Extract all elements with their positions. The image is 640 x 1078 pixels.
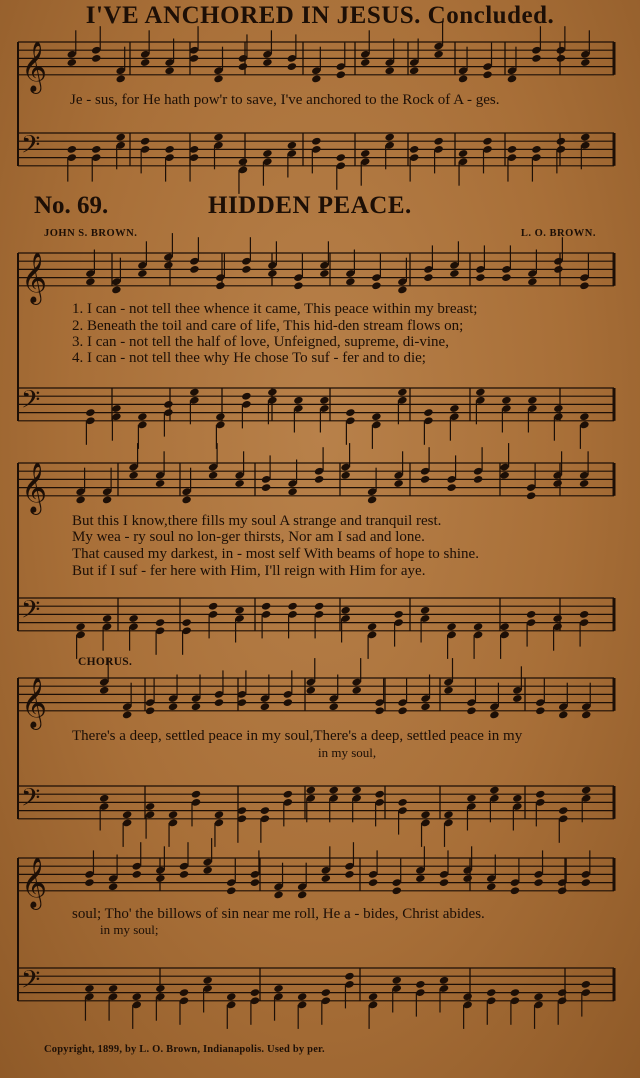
verse-4-line-1: 4. I can - not tell thee why He chose To suf - fer and to die; <box>72 350 426 366</box>
chorus-label: CHORUS. <box>78 656 133 668</box>
verse-4-line-2: But if I suf - fer here with Him, I'll reign with Him for aye. <box>72 563 426 579</box>
svg-text:𝄞: 𝄞 <box>21 251 48 303</box>
hymn-composer: L. O. BROWN. <box>520 228 596 239</box>
verse-2-line-1: 2. Beneath the toil and care of life, This hid-den stream flows on; <box>72 318 464 334</box>
bass-staff-4 <box>18 966 614 1001</box>
verse-1-line-2: But this I know,there fills my soul A strange and tranquil rest. <box>72 513 442 529</box>
treble-staff-0 <box>18 41 614 94</box>
copyright-notice: Copyright, 1899, by L. O. Brown, Indianapolis. Used by per. <box>44 1044 325 1055</box>
svg-text:𝄢: 𝄢 <box>21 130 41 166</box>
verse-3-line-2: That caused my darkest, in - most self With beams of hope to shine. <box>72 546 479 562</box>
verse-1-line-1: 1. I can - not tell thee whence it came, This peace within my breast; <box>72 301 478 317</box>
chorus-line-2: soul; Tho' the billows of sin near me roll, He a - bides, Christ abides. <box>72 906 485 922</box>
bass-staff-3 <box>18 784 614 819</box>
treble-staff-3 <box>18 677 614 730</box>
treble-staff-1 <box>18 252 614 305</box>
prev-hymn-lyric: Je - sus, for He hath pow'r to save, I've anchored to the Rock of A - ges. <box>70 92 500 108</box>
svg-text:𝄞: 𝄞 <box>21 856 48 908</box>
continued-hymn-title: I'VE ANCHORED IN JESUS. Concluded. <box>85 2 555 29</box>
hymn-title: HIDDEN PEACE. <box>208 192 412 219</box>
treble-staff-4 <box>18 857 614 910</box>
verse-2-line-2: My wea - ry soul no lon-ger thirsts, Nor am I sad and lone. <box>72 529 425 545</box>
svg-text:𝄢: 𝄢 <box>21 595 41 631</box>
chorus-line-1: There's a deep, settled peace in my soul,There's a deep, settled peace in my <box>72 728 523 744</box>
svg-text:𝄢: 𝄢 <box>21 965 41 1001</box>
verse-3-line-1: 3. I can - not tell the half of love, Unfeigned, supreme, di-vine, <box>72 334 449 350</box>
svg-text:𝄞: 𝄞 <box>21 40 48 92</box>
svg-text:𝄞: 𝄞 <box>21 461 48 513</box>
hymn-number: No. 69. <box>34 192 109 219</box>
hymn-author: JOHN S. BROWN. <box>44 228 138 239</box>
svg-text:𝄢: 𝄢 <box>21 385 41 421</box>
svg-text:𝄢: 𝄢 <box>21 783 41 819</box>
bass-staff-1 <box>18 386 614 421</box>
chorus-line-2-echo: in my soul; <box>100 922 159 937</box>
chorus-line-1-echo: in my soul, <box>318 745 377 760</box>
svg-text:𝄞: 𝄞 <box>21 676 48 728</box>
